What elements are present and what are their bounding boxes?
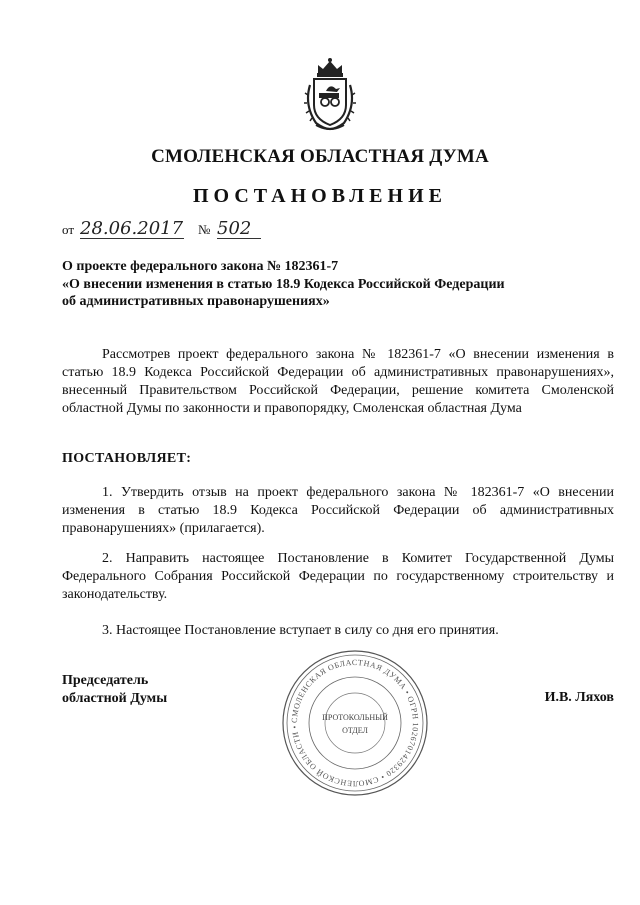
item-1-text: 1. Утвердить отзыв на проект федерального закона № 182361-7 «О внесении изменения в статью 18.9 Кодекса Российской Федерации об административных правонарушениях» (прилагается). [62, 485, 614, 536]
date-prefix: от [62, 222, 75, 237]
item-3-text: 3. Настоящее Постановление вступает в силу со дня его принятия. [102, 623, 499, 638]
resolution-item-2 [62, 550, 614, 604]
subject-line-1: О проекте федерального закона № 182361-7 [62, 259, 339, 274]
signatory-title-line-2: областной Думы [62, 691, 168, 706]
official-seal-stamp [280, 648, 430, 798]
number-prefix: № [198, 222, 211, 237]
subject-line-2: «О внесении изменения в статью 18.9 Кодекса Российской Федерации [62, 276, 505, 292]
document-type-title: ПОСТАНОВЛЕНИЕ [193, 185, 447, 207]
stamp-ring-text: СМОЛЕНСКАЯ ОБЛАСТНАЯ ДУМА • ОГРН 1026701429320 • СМОЛЕНСКОЙ ОБЛАСТИ • [289, 657, 421, 789]
subject-line-3: об административных правонарушениях» [62, 294, 330, 309]
signatory-name: И.В. Ляхов [544, 690, 614, 705]
document-subject [62, 258, 505, 311]
organization-name: СМОЛЕНСКАЯ ОБЛАСТНАЯ ДУМА [151, 146, 489, 167]
stamp-center-line-2: ОТДЕЛ [342, 726, 368, 735]
resolution-item-1 [62, 484, 614, 538]
signatory-title-line-1: Председатель [62, 673, 149, 688]
preamble-text: Рассмотрев проект федерального закона № 182361-7 «О внесении изменения в статью 18.9 Кодекса Российской Федерации об административных правонарушениях», внесенный Правительством Российской Федерации, решение комитета Смоленской областной Думы по законности и правопорядку, Смоленская областная Дума [62, 347, 614, 416]
signatory-title [62, 672, 167, 708]
handwritten-number: 502 [217, 220, 261, 239]
stamp-center-line-1: ПРОТОКОЛЬНЫЙ [322, 713, 388, 722]
preamble-paragraph [62, 346, 614, 418]
handwritten-date: 28.06.2017 [80, 218, 184, 239]
coat-of-arms-emblem [300, 55, 360, 133]
resolves-heading: ПОСТАНОВЛЯЕТ: [62, 451, 192, 466]
item-2-text: 2. Направить настоящее Постановление в Комитет Государственной Думы Федерального Собрания Российской Федерации по государственному строительству и законодательству. [62, 551, 614, 602]
svg-text:СМОЛЕНСКАЯ ОБЛАСТНАЯ ДУМА • ОГ [290, 658, 420, 788]
resolution-item-3 [62, 622, 614, 640]
date-number-line [62, 218, 302, 242]
